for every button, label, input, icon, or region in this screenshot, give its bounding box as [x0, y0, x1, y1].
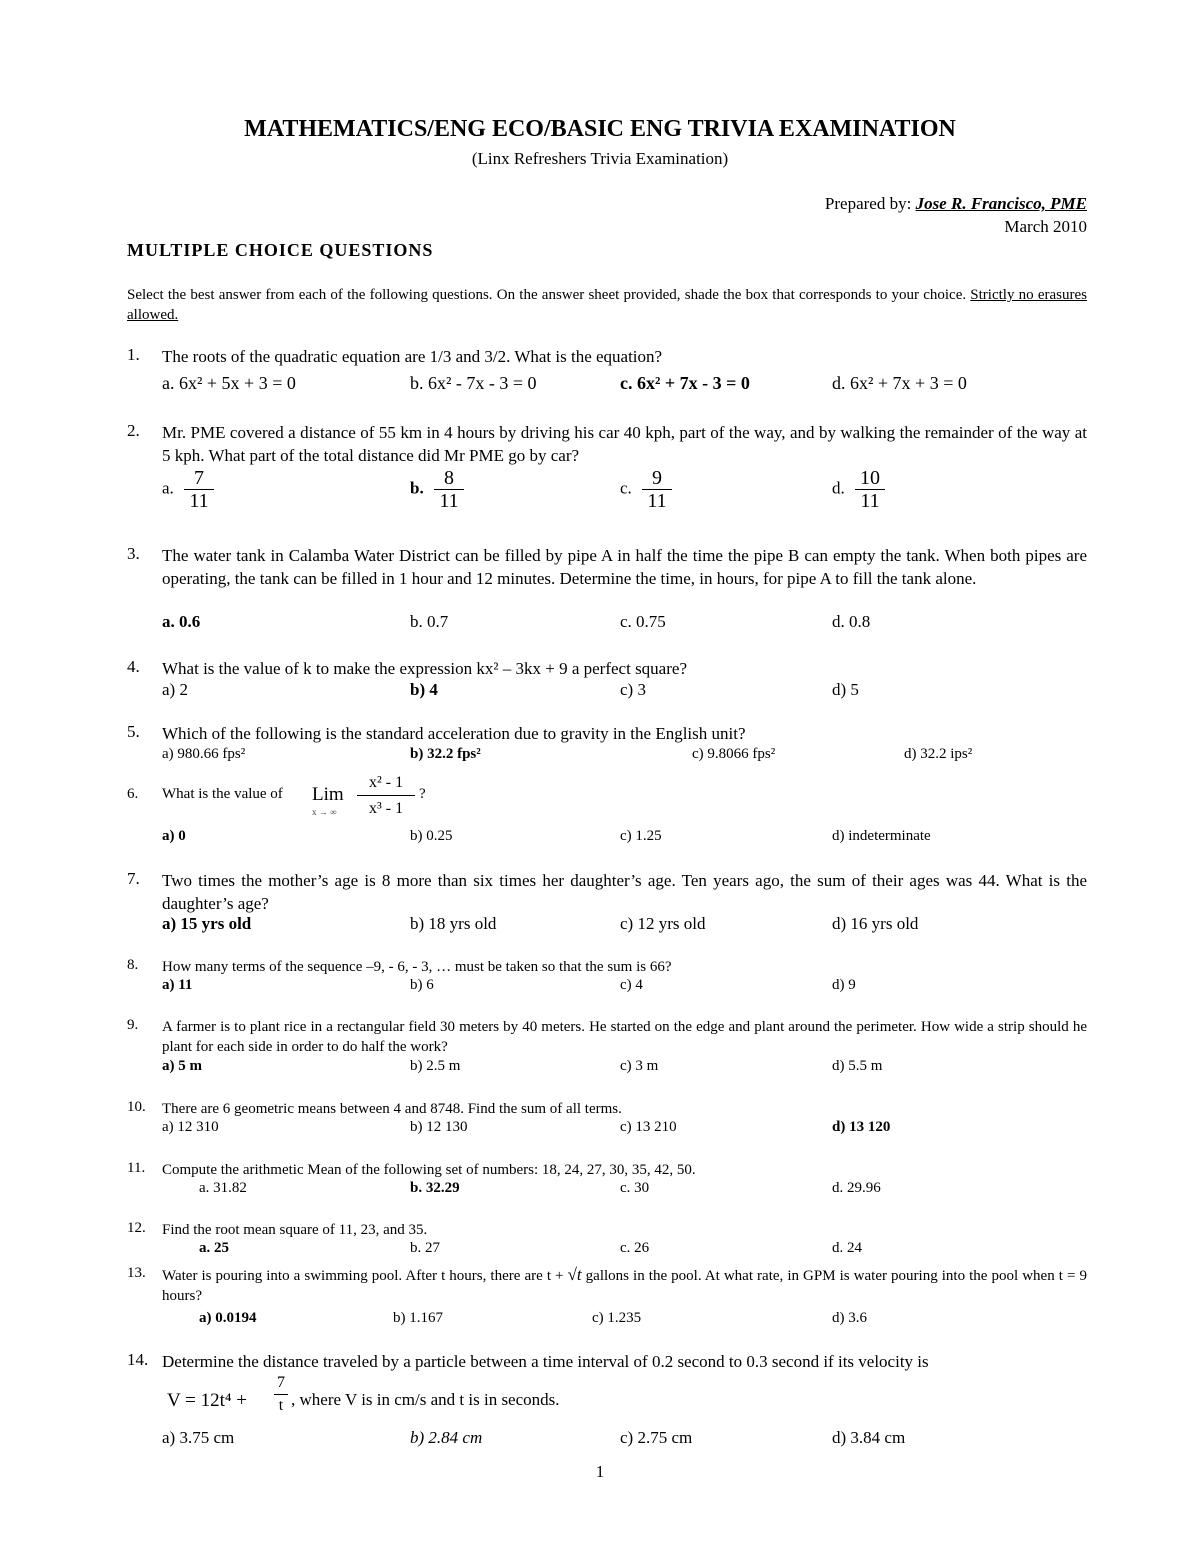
option-a: a. 31.82 — [199, 1180, 247, 1196]
question-number: 10. — [127, 1099, 146, 1115]
exam-subtitle: (Linx Refreshers Trivia Examination) — [471, 149, 729, 168]
question-mark: ? — [419, 786, 426, 802]
page-number: 1 — [595, 1462, 605, 1481]
option-c: c) 1.25 — [620, 828, 662, 844]
option-a: a) 15 yrs old — [162, 914, 252, 933]
question-number: 8. — [127, 957, 139, 973]
formula-numerator: 7 — [277, 1374, 285, 1391]
option-b: b) 18 yrs old — [410, 914, 497, 933]
question-number: 2. — [127, 421, 140, 440]
limit-symbol: Lim — [312, 784, 344, 805]
question-stem: Mr. PME covered a distance of 55 km in 4 hours by driving his car 40 kph, part of the way, and by walking the remainder of the way at 5 kph. What part of the total distance did Mr PME go by car? — [162, 423, 1087, 465]
option-b: b. 0.7 — [410, 612, 449, 631]
option-a: a. 0.6 — [162, 612, 201, 631]
option-a: a) 5 m — [162, 1058, 202, 1074]
option-d: d) 9 — [832, 977, 856, 993]
option-c: c. 0.75 — [620, 612, 666, 631]
velocity-formula: V = 12t⁴ + — [167, 1390, 247, 1411]
option-a: a) 0 — [162, 828, 186, 844]
question-number: 7. — [127, 869, 140, 888]
formula-note: , where V is in cm/s and t is in seconds. — [291, 1390, 560, 1409]
option-c: c) 4 — [620, 977, 643, 993]
option-b — [410, 467, 464, 512]
option-a: a) 980.66 fps² — [162, 746, 246, 762]
question-number: 11. — [127, 1160, 146, 1176]
option-a: a) 12 310 — [162, 1119, 219, 1135]
option-b: b. 27 — [410, 1240, 440, 1256]
question-stem — [162, 1265, 1087, 1306]
option-d — [832, 467, 885, 512]
question-stem: What is the value of k to make the expression kx² – 3kx + 9 a perfect square? — [162, 659, 687, 678]
option-c: c) 12 yrs old — [620, 914, 706, 933]
option-a: a) 11 — [162, 977, 193, 993]
option-b: b. 6x² - 7x - 3 = 0 — [410, 373, 537, 393]
question-stem: Determine the distance traveled by a particle between a time interval of 0.2 second to 0.3 second if its velocity is — [162, 1352, 929, 1371]
square-root: √t — [567, 1265, 582, 1284]
option-a: a. 25 — [199, 1240, 229, 1256]
formula-denominator: t — [278, 1397, 284, 1414]
option-c: c) 3 m — [620, 1058, 659, 1074]
option-d: d. 0.8 — [832, 612, 871, 631]
stem-start: Water is pouring into a swimming pool. After t hours, there are t + — [162, 1268, 568, 1284]
question-stem: What is the value of — [162, 786, 283, 802]
option-a: a. 6x² + 5x + 3 = 0 — [162, 373, 296, 393]
option-c: c) 3 — [620, 680, 646, 699]
question-number: 14. — [127, 1350, 149, 1369]
fraction — [855, 467, 885, 512]
denominator: 11 — [439, 490, 459, 512]
author-name: Jose R. Francisco, PME — [915, 194, 1087, 213]
exam-title: MATHEMATICS/ENG ECO/BASIC ENG TRIVIA EXAMINATION — [244, 116, 956, 142]
fraction — [184, 467, 214, 512]
option-label: b. — [410, 478, 424, 498]
option-c: c) 13 210 — [620, 1119, 677, 1135]
question-stem: A farmer is to plant rice in a rectangular field 30 meters by 40 meters. He started on the edge and plant around the perimeter. How wide a strip should he plant for each side in order to do half the work? — [162, 1019, 1087, 1055]
option-b: b) 2.5 m — [410, 1058, 461, 1074]
option-label: c. — [620, 478, 632, 498]
option-c: c. 6x² + 7x - 3 = 0 — [620, 373, 750, 393]
instructions-text: Select the best answer from each of the following questions. On the answer sheet provided, shade the box that corresponds to your choice. — [127, 287, 971, 303]
question-number: 1. — [127, 345, 140, 364]
question-number: 5. — [127, 722, 140, 741]
option-c: c) 1.235 — [592, 1310, 642, 1326]
question-stem: There are 6 geometric means between 4 and 8748. Find the sum of all terms. — [162, 1101, 622, 1117]
question-stem: Two times the mother’s age is 8 more than six times her daughter’s age. Ten years ago, the sum of their ages was 44. What is the daughter’s age? — [162, 871, 1087, 913]
option-b: b) 0.25 — [410, 828, 453, 844]
option-label: a. — [162, 478, 174, 498]
option-d: d) 5.5 m — [832, 1058, 883, 1074]
instructions — [127, 285, 1087, 325]
prepared-by — [825, 194, 1087, 214]
question-stem: The water tank in Calamba Water District can be filled by pipe A in half the time the pipe B can empty the tank. When both pipes are operating, the tank can be filled in 1 hour and 12 minutes. Determine the time, in hours, for pipe A to fill the tank alone. — [162, 546, 1087, 588]
option-b: b) 1.167 — [393, 1310, 443, 1326]
option-d: d) 13 120 — [832, 1119, 891, 1135]
question-number: 12. — [127, 1220, 146, 1236]
question-stem: The roots of the quadratic equation are 1/3 and 3/2. What is the equation? — [162, 347, 663, 366]
question-stem: Find the root mean square of 11, 23, and 35. — [162, 1222, 428, 1238]
denominator: 11 — [860, 490, 880, 512]
option-b: b) 12 130 — [410, 1119, 468, 1135]
limit-subscript: x → ∞ — [312, 807, 337, 817]
question-stem: Which of the following is the standard acceleration due to gravity in the English unit? — [162, 724, 746, 743]
option-b: b) 2.84 cm — [410, 1428, 483, 1447]
numerator: 10 — [860, 467, 880, 489]
option-c: c) 9.8066 fps² — [692, 746, 776, 762]
denominator: 11 — [189, 490, 209, 512]
option-d: d) 32.2 ips² — [904, 746, 973, 762]
option-d: d) 3.6 — [832, 1310, 867, 1326]
option-c — [620, 467, 672, 512]
question-number: 9. — [127, 1017, 139, 1033]
fraction — [434, 467, 464, 512]
instructions-emphasis: Strictly no erasures allowed. — [127, 287, 1087, 323]
option-b: b) 32.2 fps² — [410, 746, 481, 762]
section-title: MULTIPLE CHOICE QUESTIONS — [127, 240, 434, 260]
option-d: d. 24 — [832, 1240, 862, 1256]
option-a: a) 3.75 cm — [162, 1428, 235, 1447]
option-d: d) 3.84 cm — [832, 1428, 906, 1447]
numerator: 9 — [652, 467, 663, 489]
option-d: d) indeterminate — [832, 828, 931, 844]
fraction — [642, 467, 672, 512]
fraction-bar — [274, 1394, 288, 1395]
question-number: 6. — [127, 786, 139, 802]
option-d: d. 6x² + 7x + 3 = 0 — [832, 373, 967, 393]
option-b: b. 32.29 — [410, 1180, 460, 1196]
option-label: d. — [832, 478, 845, 498]
stem-end: gallons in the pool. At what rate, in GPM is water pouring into the pool when t = 9 hours? — [162, 1268, 1087, 1304]
question-number: 3. — [127, 544, 140, 563]
option-d: d. 29.96 — [832, 1180, 881, 1196]
option-d: d) 16 yrs old — [832, 914, 919, 933]
question-number: 4. — [127, 657, 140, 676]
numerator: 8 — [443, 467, 454, 489]
question-number: 13. — [127, 1265, 146, 1281]
option-c: c) 2.75 cm — [620, 1428, 693, 1447]
denominator: 11 — [647, 490, 667, 512]
question-stem: Compute the arithmetic Mean of the following set of numbers: 18, 24, 27, 30, 35, 42, 50. — [162, 1162, 696, 1178]
option-a — [162, 467, 214, 512]
option-a: a) 2 — [162, 680, 188, 699]
question-stem: How many terms of the sequence –9, - 6, - 3, … must be taken so that the sum is 66? — [162, 959, 672, 975]
limit-denominator: x³ - 1 — [368, 800, 404, 817]
option-b: b) 4 — [410, 680, 438, 699]
option-b: b) 6 — [410, 977, 434, 993]
limit-numerator: x² - 1 — [368, 774, 404, 791]
exam-date: March 2010 — [1004, 217, 1087, 236]
option-a: a) 0.0194 — [199, 1310, 257, 1326]
fraction-bar — [357, 795, 415, 796]
option-d: d) 5 — [832, 680, 859, 699]
option-c: c. 26 — [620, 1240, 650, 1256]
numerator: 7 — [194, 467, 205, 489]
prepared-label: Prepared by: — [824, 194, 916, 213]
option-c: c. 30 — [620, 1180, 650, 1196]
